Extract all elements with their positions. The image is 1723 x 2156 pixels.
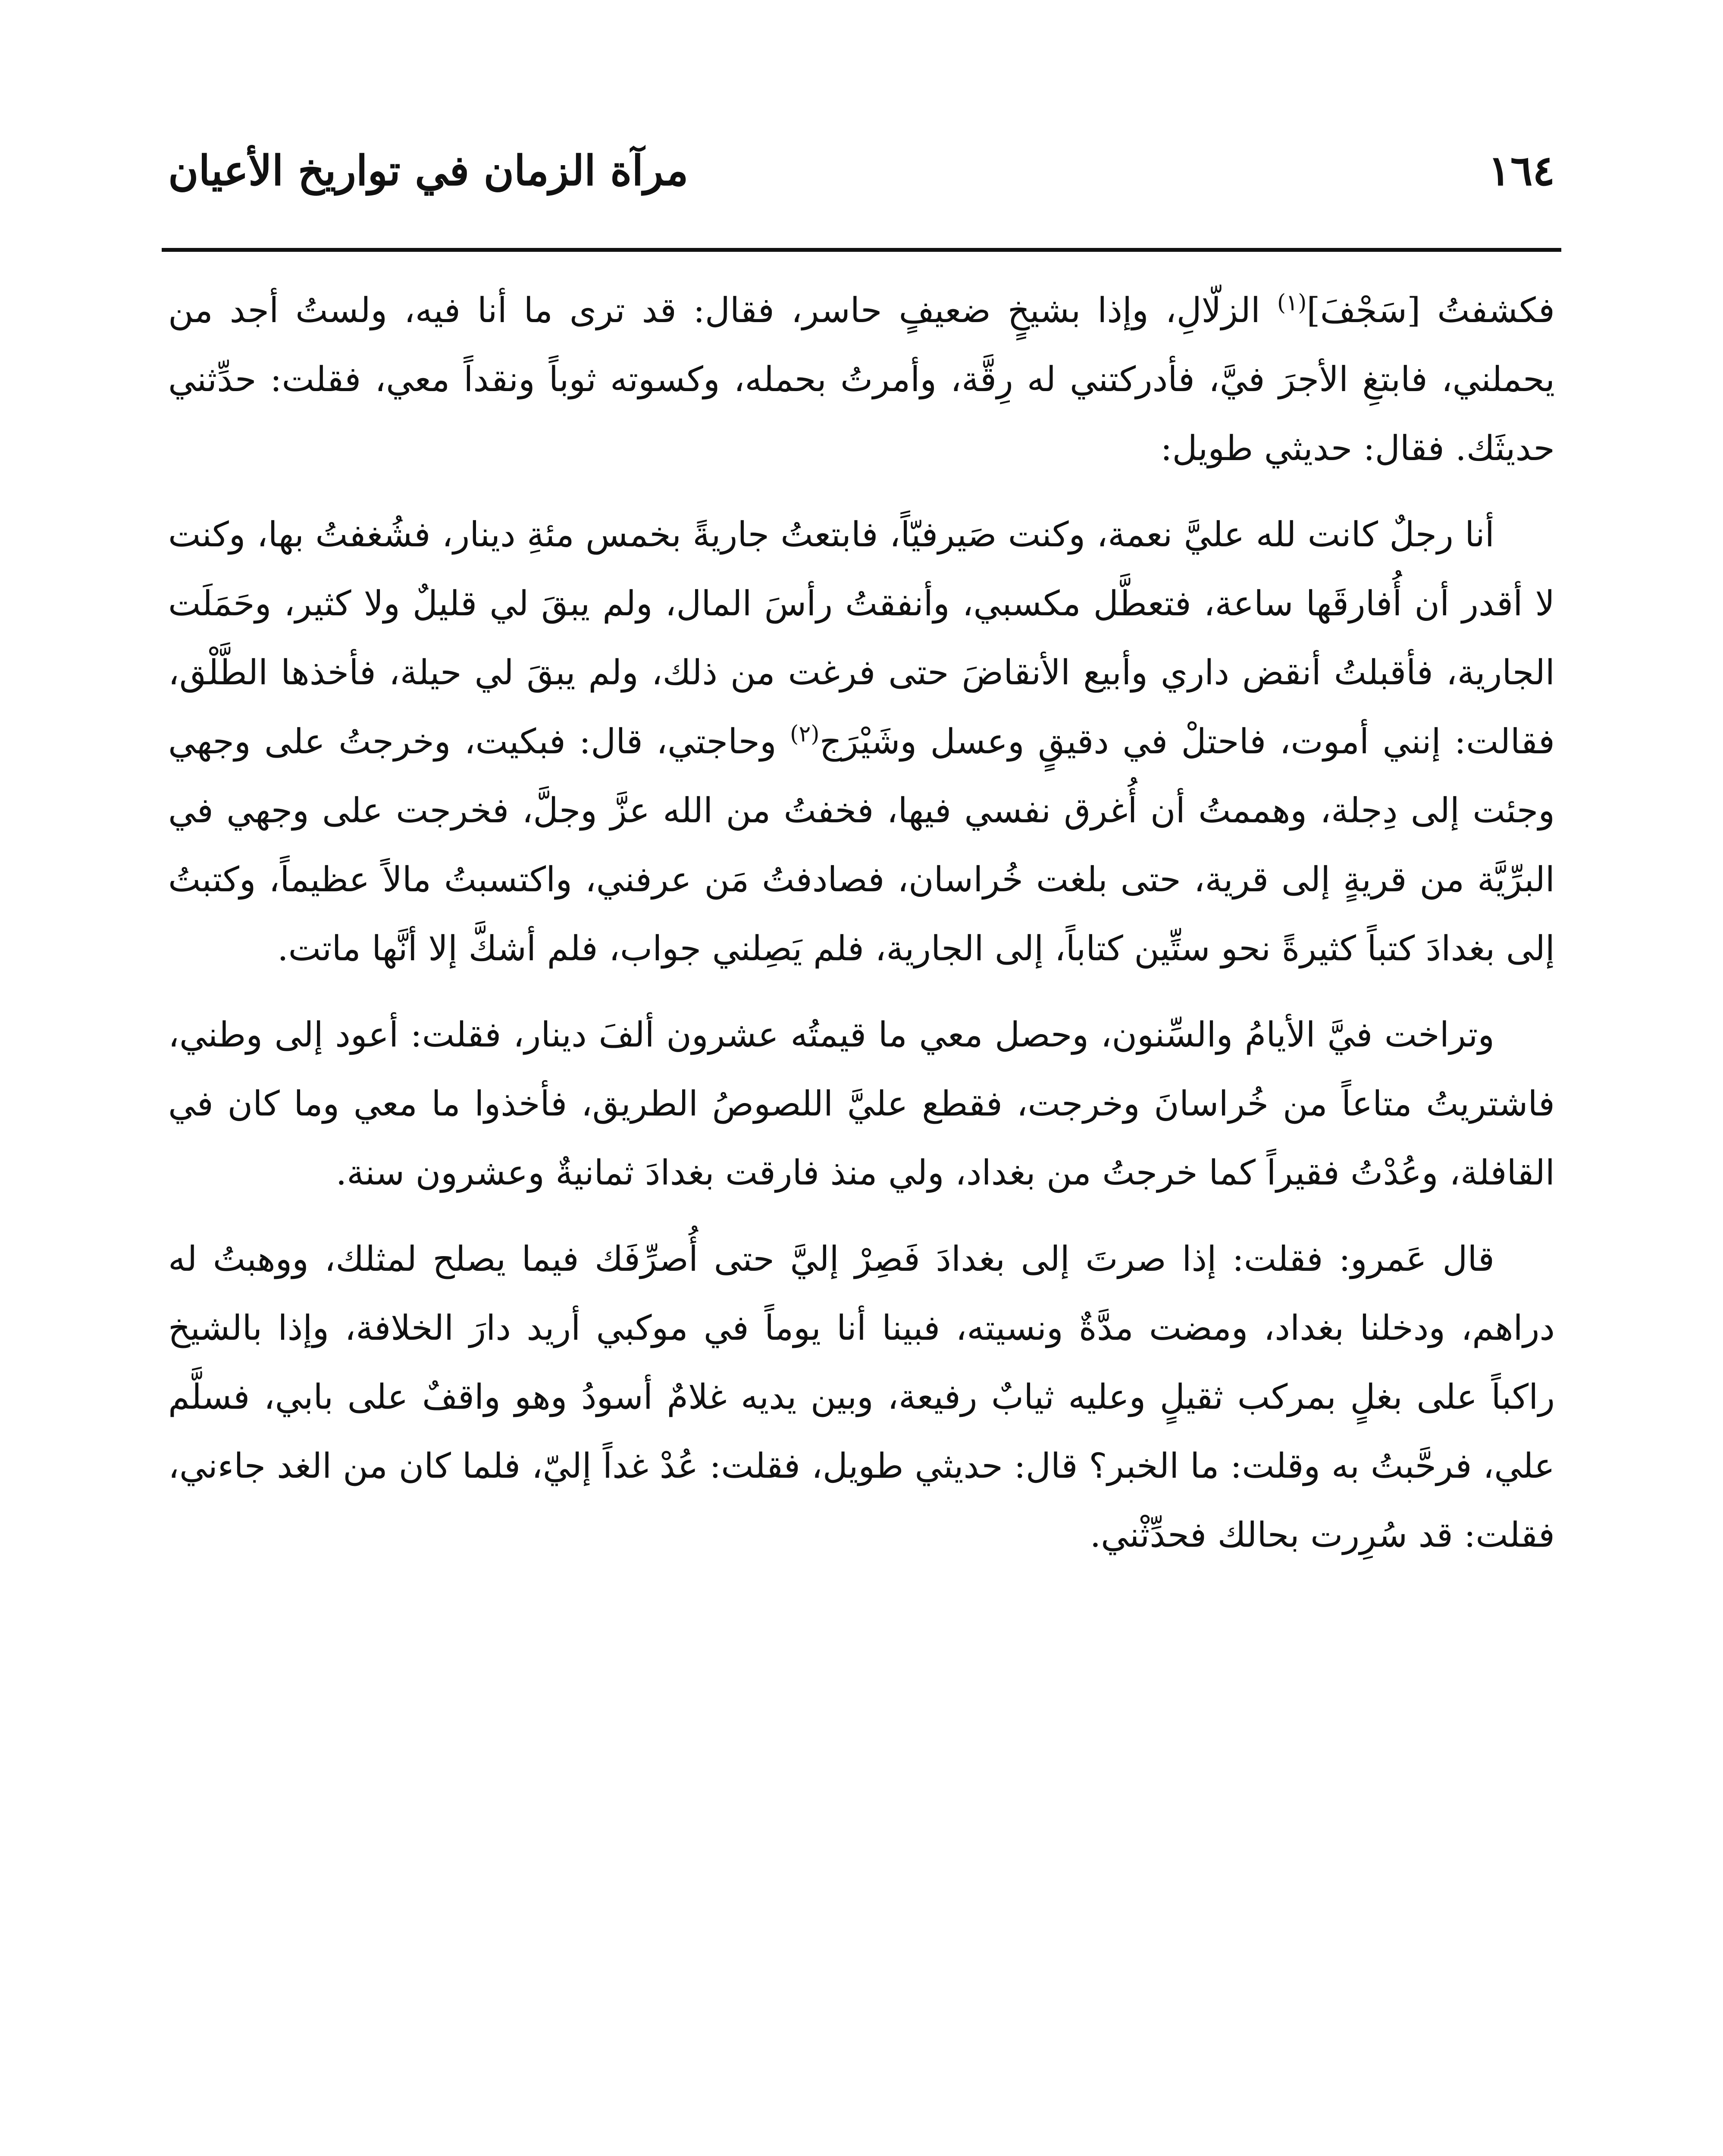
footnote-ref-1: (١) [1277, 290, 1307, 316]
paragraph-2 [168, 500, 1555, 983]
paragraph-text: فكشفتُ [سَجْفَ] [1306, 290, 1555, 330]
paragraph-text: وتراخت فيَّ الأيامُ والسِّنون، وحصل معي ما قيمتُه عشرون ألفَ دينار، فقلت: أعود إلى وطني، فاشتريتُ متاعاً من خُراسانَ وخرجت، فقطع عليَّ اللصوصُ الطريق، فأخذوا ما معي وما كان في القافلة، وعُدْتُ فقيراً كما خرجتُ من بغداد، ولي منذ فارقت بغدادَ ثمانيةٌ وعشرون سنة. [168, 1015, 1555, 1193]
paragraph-4 [168, 1225, 1555, 1570]
paragraph-text: قال عَمرو: فقلت: إذا صرتَ إلى بغدادَ فَصِرْ إليَّ حتى أُصرِّفَك فيما يصلح لمثلك، ووهبتُ له دراهم، ودخلنا بغداد، ومضت مدَّةٌ ونسيته، فبينا أنا يوماً في موكبي أريد دارَ الخلافة، وإذا بالشيخ راكباً على بغلٍ بمركب ثقيلٍ وعليه ثيابٌ رفيعة، وبين يديه غلامٌ أسودُ وهو واقفٌ على بابي، فسلَّم علي، فرحَّبتُ به وقلت: ما الخبر؟ قال: حديثي طويل، فقلت: عُدْ غداً إليّ، فلما كان من الغد جاءني، فقلت: قد سُرِرت بحالك فحدِّثْني. [168, 1239, 1555, 1555]
book-title: مرآة الزمان في تواريخ الأعيان [168, 146, 689, 195]
paragraph-3 [168, 1000, 1555, 1207]
page-number: ١٦٤ [1488, 146, 1555, 195]
footnote-ref-2: (٢) [790, 721, 820, 747]
paragraph-1 [168, 276, 1555, 483]
paragraph-text: الزلّالِ، وإذا بشيخٍ ضعيفٍ حاسر، فقال: قد ترى ما أنا فيه، ولستُ أجد من يحملني، فابتغِ الأجرَ فيَّ، فأدركتني له رِقَّة، وأمرتُ بحمله، وكسوته ثوباً ونقداً معي، فقلت: حدِّثني حديثَك. فقال: حديثي طويل: [168, 290, 1555, 468]
paragraph-text: أنا رجلٌ كانت لله عليَّ نعمة، وكنت صَيرفيّاً، فابتعتُ جاريةً بخمس مئةِ دينار، فشُغفتُ بها، وكنت لا أقدر أن أُفارقَها ساعة، فتعطَّل مكسبي، وأنفقتُ رأسَ المال، ولم يبقَ لي قليلٌ ولا كثير، وحَمَلَت الجارية، فأقبلتُ أنقض داري وأبيع الأنقاضَ حتى فرغت من ذلك، ولم يبقَ لي حيلة، فأخذها الطَّلْق، فقالت: إنني أموت، فاحتلْ في دقيقٍ وعسل وشَيْرَج [168, 514, 1555, 761]
page-header [168, 142, 1555, 207]
main-text [168, 276, 1555, 2156]
paragraph-text: وحاجتي، قال: فبكيت، وخرجتُ على وجهي وجئت إلى دِجلة، وهممتُ أن أُغرق نفسي فيها، فخفتُ من الله عزَّ وجلَّ، فخرجت على وجهي في البرِّيَّة من قريةٍ إلى قرية، حتى بلغت خُراسان، فصادفتُ مَن عرفني، واكتسبتُ مالاً عظيماً، وكتبتُ إلى بغدادَ كتباً كثيرةً نحو ستِّين كتاباً، إلى الجارية، فلم يَصِلني جواب، فلم أشكَّ إلا أنَّها ماتت. [168, 721, 1555, 968]
header-divider [162, 248, 1561, 252]
